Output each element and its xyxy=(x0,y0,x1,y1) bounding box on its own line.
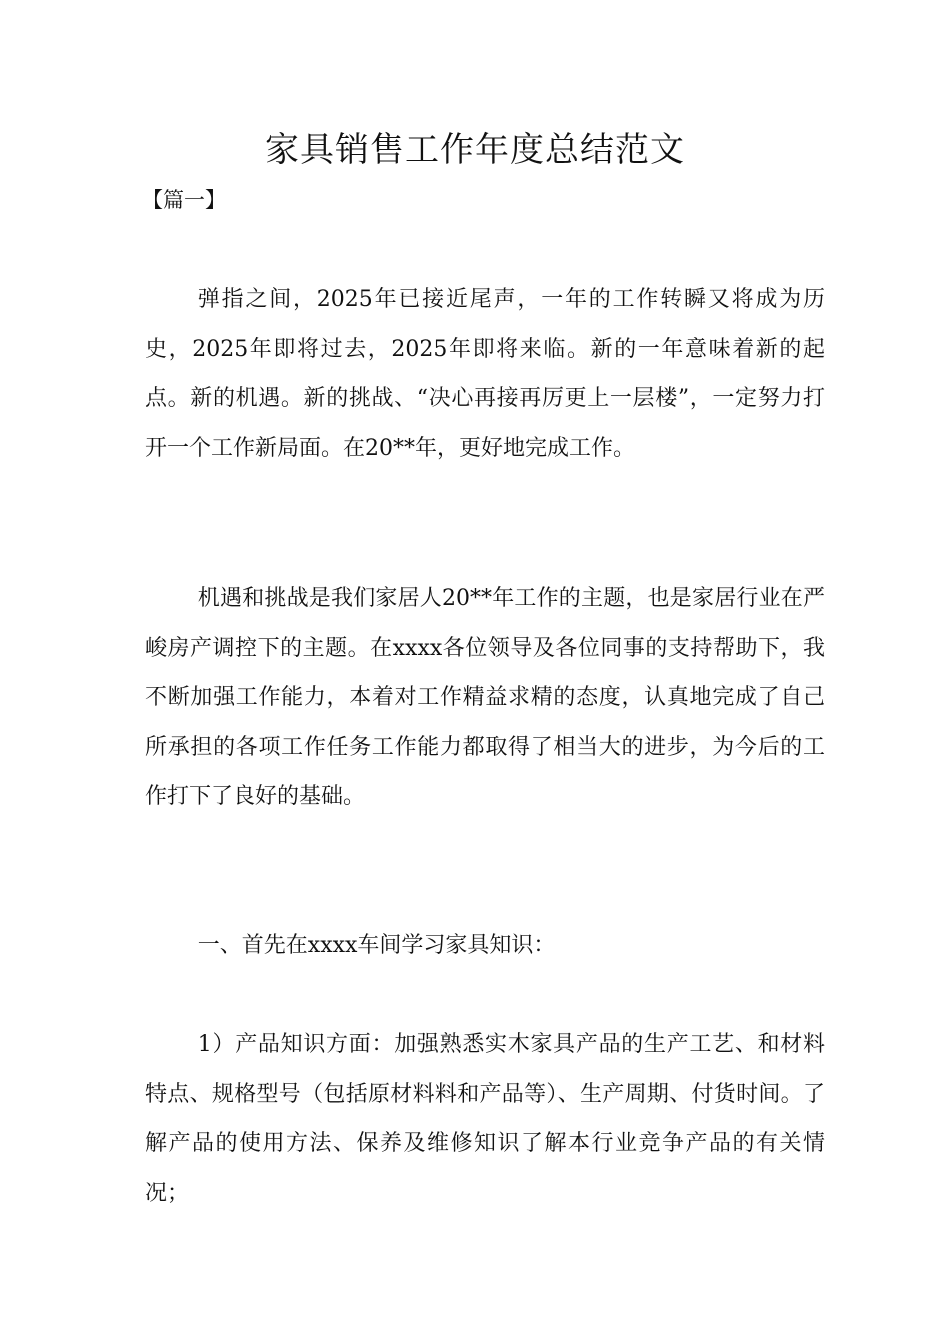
section-label: 【篇一】 xyxy=(142,188,226,212)
document-title: 家具销售工作年度总结范文 xyxy=(265,130,685,170)
paragraph-product-knowledge: 1）产品知识方面：加强熟悉实木家具产品的生产工艺、和材料特点、规格型号（包括原材料料和产品等）、生产周期、付货时间。了解产品的使用方法、保养及维修知识了解本行业竞争产品的有关情况； xyxy=(145,1032,825,1206)
paragraph-challenges: 机遇和挑战是我们家居人20**年工作的主题，也是家居行业在严峻房产调控下的主题。在xxxx各位领导及各位同事的支持帮助下，我不断加强工作能力，本着对工作精益求精的态度，认真地完成了自己所承担的各项工作任务工作能力都取得了相当大的进步，为今后的工作打下了良好的基础。 xyxy=(145,586,825,809)
paragraph-intro: 弹指之间，2025年已接近尾声，一年的工作转瞬又将成为历史，2025年即将过去，2025年即将来临。新的一年意味着新的起点。新的机遇。新的挑战、“决心再接再厉更上一层楼”，一定努力打开一个工作新局面。在20**年，更好地完成工作。 xyxy=(145,287,825,461)
paragraph-heading-one: 一、首先在xxxx车间学习家具知识： xyxy=(197,933,556,958)
